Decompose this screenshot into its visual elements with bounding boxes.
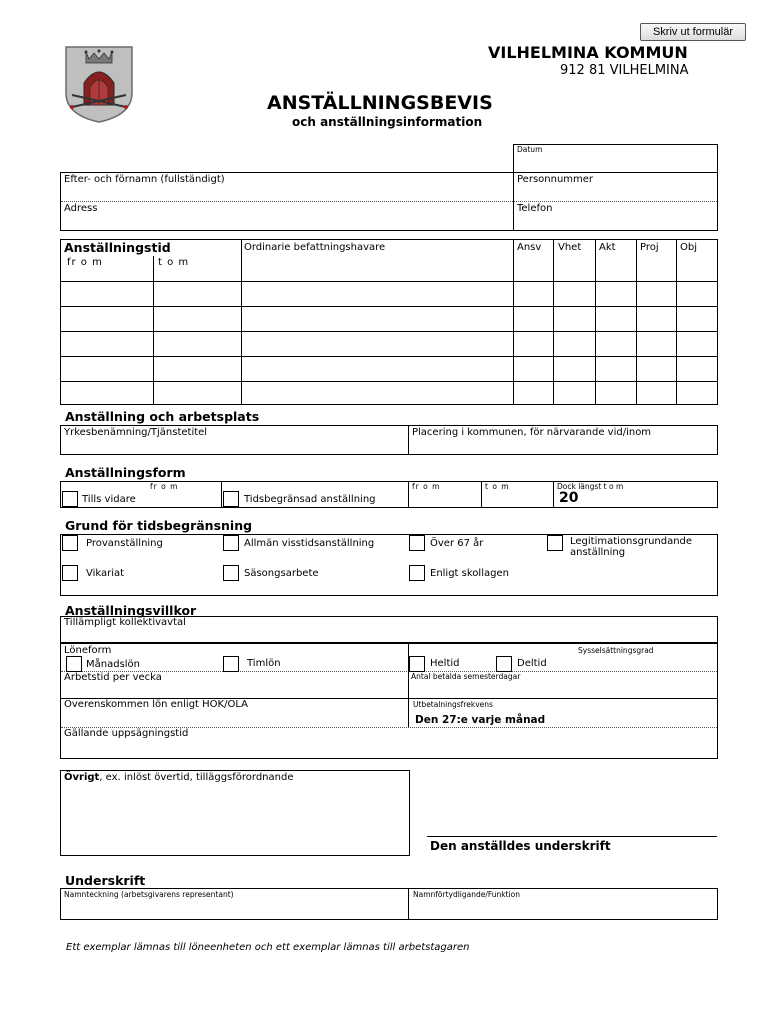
tom-header: t o m (158, 257, 190, 268)
namnfortydligande-input[interactable] (410, 901, 716, 918)
over67-checkbox[interactable] (409, 535, 425, 551)
heltid-checkbox[interactable] (409, 656, 425, 672)
legitimation-label: Legitimationsgrundande anställning (570, 536, 693, 558)
tidsbegransad-checkbox[interactable] (223, 491, 239, 507)
sasongsarbete-label: Säsongsarbete (244, 568, 319, 579)
manadslon-label: Månadslön (86, 659, 141, 670)
allman-visstid-checkbox[interactable] (223, 535, 239, 551)
timlon-checkbox[interactable] (223, 656, 239, 672)
deltid-checkbox[interactable] (496, 656, 512, 672)
page-subtitle: och anställningsinformation (292, 115, 483, 129)
ovrigt-label (64, 772, 294, 783)
namnteckning-input[interactable] (62, 901, 406, 918)
dock-label: Dock längst t o m (557, 482, 624, 491)
tills-vidare-label: Tills vidare (82, 494, 136, 505)
name-input[interactable] (62, 185, 510, 200)
deltid-label: Deltid (517, 658, 547, 669)
provanstallning-label: Provanställning (86, 538, 163, 549)
underskrift-heading: Underskrift (65, 873, 146, 888)
utbetalningsfrekvens-value[interactable]: Den 27:e varje månad (415, 714, 546, 726)
timlon-label: Timlön (247, 658, 281, 669)
ovrigt-label-bold: Övrigt (64, 772, 100, 783)
vhet-header: Vhet (558, 242, 582, 253)
arbetsplats-heading: Anställning och arbetsplats (65, 409, 260, 424)
employee-signature-line[interactable] (427, 836, 717, 837)
vikariat-label: Vikariat (86, 568, 125, 579)
page-title: ANSTÄLLNINGSBEVIS (267, 92, 493, 114)
placering-input[interactable] (410, 438, 716, 453)
anstallningsform-heading: Anställningsform (65, 465, 186, 480)
skollagen-checkbox[interactable] (409, 565, 425, 581)
address-field-label: Adress (64, 203, 98, 214)
sasongsarbete-checkbox[interactable] (223, 565, 239, 581)
over67-label: Över 67 år (430, 538, 484, 549)
akt-header: Akt (599, 242, 616, 253)
ansv-header: Ansv (517, 242, 542, 253)
villkor-heading: Anställningsvillkor (65, 603, 197, 618)
telefon-input[interactable] (515, 214, 715, 229)
yrke-label: Yrkesbenämning/Tjänstetitel (64, 427, 208, 438)
provanstallning-checkbox[interactable] (62, 535, 78, 551)
municipality-coat-of-arms-logo (64, 45, 134, 123)
legitimation-checkbox[interactable] (547, 535, 563, 551)
employee-signature-label: Den anställdes underskrift (430, 839, 611, 853)
placering-label: Placering i kommunen, för närvarande vid/inom (412, 427, 652, 438)
dock-value[interactable]: 20 (559, 490, 579, 506)
anstallningstid-heading: Anställningstid (64, 240, 171, 255)
vikariat-checkbox[interactable] (62, 565, 78, 581)
skollagen-label: Enligt skollagen (430, 568, 509, 579)
overenskommen-lon-label: Överenskommen lön enligt HÖK/ÖLA (64, 699, 248, 710)
yrke-input[interactable] (62, 438, 406, 453)
grund-heading: Grund för tidsbegränsning (65, 518, 253, 533)
tidsbegransad-label: Tidsbegränsad anställning (244, 494, 376, 505)
sysselsattningsgrad-label: Sysselsättningsgrad (578, 646, 654, 655)
kollektivavtal-label: Tillämpligt kollektivavtal (64, 617, 186, 628)
telefon-field-label: Telefon (517, 203, 553, 214)
utbetalningsfrekvens-label: Utbetalningsfrekvens (413, 700, 493, 709)
org-name: VILHELMINA KOMMUN (488, 43, 688, 62)
ordinarie-header: Ordinarie befattningshavare (244, 242, 386, 253)
proj-header: Proj (640, 242, 659, 253)
footer-note: Ett exemplar lämnas till löneenheten och ett exemplar lämnas till arbetstagaren (66, 942, 470, 953)
personnummer-input[interactable] (515, 185, 715, 200)
manadslon-checkbox[interactable] (66, 656, 82, 672)
form-from2-label: fr o m (412, 482, 441, 491)
datum-label: Datum (517, 145, 543, 154)
uppsagningstid-label: Gällande uppsägningstid (64, 728, 189, 739)
heltid-label: Heltid (430, 658, 460, 669)
arbetstid-label: Arbetstid per vecka (64, 672, 162, 683)
personnummer-field-label: Personnummer (517, 174, 594, 185)
name-field-label: Efter- och förnamn (fullständigt) (64, 174, 225, 185)
tills-vidare-checkbox[interactable] (62, 491, 78, 507)
print-form-button[interactable]: Skriv ut formulär (640, 23, 746, 41)
address-input[interactable] (62, 214, 510, 229)
namnteckning-label: Namnteckning (arbetsgivarens representant) (64, 890, 234, 899)
allman-visstid-label: Allmän visstidsanställning (244, 538, 375, 549)
obj-header: Obj (680, 242, 697, 253)
namnfortydligande-label: Namnförtydligande/Funktion (413, 890, 521, 899)
semesterdagar-label: Antal betalda semesterdagar (411, 672, 521, 681)
from-header: fr o m (67, 257, 103, 268)
form-from-label: fr o m (150, 482, 179, 491)
org-address: 912 81 VILHELMINA (560, 63, 689, 78)
datum-field[interactable] (513, 144, 718, 173)
loneform-label: Löneform (64, 645, 112, 656)
form-tom2-label: t o m (485, 482, 510, 491)
ovrigt-label-rest: , ex. inlöst övertid, tilläggsförordnande (99, 772, 294, 783)
